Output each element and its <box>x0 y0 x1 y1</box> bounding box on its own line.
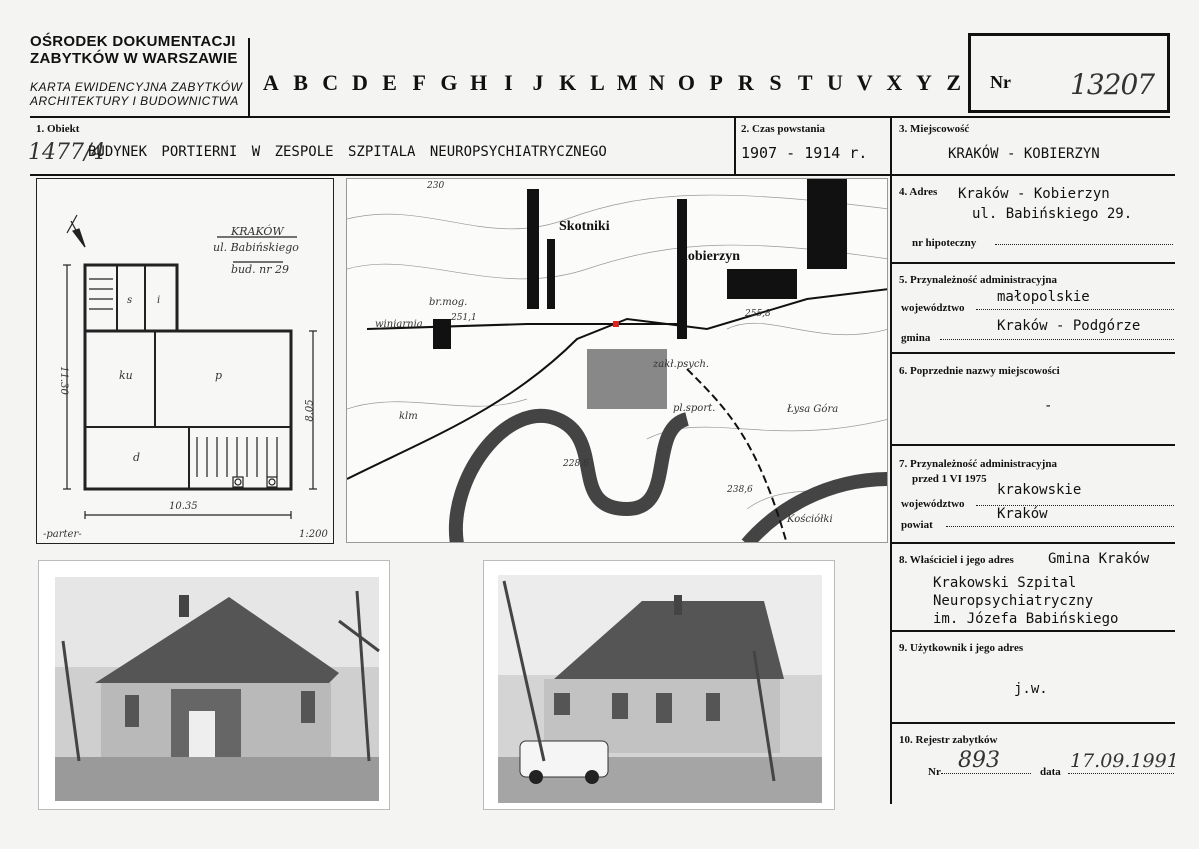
photo-front-image <box>39 561 389 809</box>
room-d: d <box>133 451 141 464</box>
photo-side <box>483 560 835 810</box>
powiat-value: Kraków <box>997 506 1048 522</box>
room-p: p <box>215 369 223 382</box>
uzytkownik-label: 9. Użytkownik i jego adres <box>899 642 1024 654</box>
adres-line1: Kraków - Kobierzyn <box>958 186 1110 202</box>
map-label-kosciolki: Kościółki <box>787 514 833 525</box>
index-letter: X <box>886 70 903 95</box>
obiekt-value: BUDYNEK PORTIERNI W ZESPOLE SZPITALA NEUROPSYCHIATRYCZNEGO <box>88 144 607 160</box>
index-letter: K <box>559 70 577 95</box>
photo-side-image <box>484 561 834 809</box>
rejestr-data-label: data <box>1040 766 1061 778</box>
map-label-2286: 228,6 <box>563 459 589 469</box>
wlasciciel-label: 8. Właściciel i jego adres <box>899 554 1014 566</box>
map-label-klm: klm <box>399 411 418 422</box>
hipoteczny-label: nr hipoteczny <box>912 237 977 249</box>
adres-line2: ul. Babińskiego 29. <box>972 206 1133 222</box>
map-label-sport: pl.sport. <box>673 403 716 414</box>
rejestr-nr-label: Nr <box>928 766 941 778</box>
hipoteczny-field <box>995 244 1173 245</box>
index-letter: N <box>648 70 665 95</box>
divider <box>890 352 1175 354</box>
wlasciciel-line3: im. Józefa Babińskiego <box>933 611 1119 627</box>
index-letter: C <box>322 70 339 95</box>
poprz-label: 6. Poprzednie nazwy miejscowości <box>899 365 1060 377</box>
rejestr-label: 10. Rejestr zabytków <box>899 734 998 746</box>
adres-label: 4. Adres <box>899 186 938 198</box>
miejscowosc-value: KRAKÓW - KOBIERZYN <box>948 146 1100 162</box>
map-label-2558: 255,8 <box>745 309 771 319</box>
woj75-label: województwo <box>901 498 965 510</box>
divider <box>734 116 736 174</box>
miejscowosc-label: 3. Miejscowość <box>899 123 970 135</box>
rejestr-nr-field <box>941 773 1031 774</box>
index-letter: B <box>293 70 308 95</box>
gmina-label: gmina <box>901 332 931 344</box>
plan-bud-nr: bud. nr 29 <box>231 263 289 276</box>
index-letter: Z <box>946 70 961 95</box>
uzytkownik-value: j.w. <box>1014 681 1048 697</box>
woj-value: małopolskie <box>997 289 1090 305</box>
obiekt-label: 1. Obiekt <box>36 123 80 135</box>
wlasciciel-line0: Gmina Kraków <box>1048 551 1150 567</box>
floor-plan-drawing <box>37 179 335 545</box>
index-letter: R <box>737 70 754 95</box>
divider <box>890 444 1175 446</box>
gmina-value: Kraków - Podgórze <box>997 318 1141 334</box>
index-letters <box>256 70 969 96</box>
map-label-2386: 238,6 <box>727 485 753 495</box>
floor-plan <box>36 178 334 544</box>
index-letter: A <box>262 70 279 95</box>
map-label-lysa: Łysa Góra <box>787 404 839 415</box>
woj-field <box>976 309 1174 310</box>
gmina-field <box>940 339 1174 340</box>
institution-name: OŚRODEK DOKUMENTACJI ZABYTKÓW W WARSZAWIE <box>30 33 238 67</box>
index-letter: O <box>677 70 696 95</box>
przyn75-label: 7. Przynależność administracyjna <box>899 458 1057 470</box>
index-letter: I <box>504 70 513 95</box>
nr-label: Nr <box>990 72 1011 92</box>
rejestr-nr-value: 893 <box>958 748 1000 773</box>
photo-front <box>38 560 390 810</box>
dim-height2: 8.05 <box>304 399 316 422</box>
czas-label: 2. Czas powstania <box>741 123 826 135</box>
rejestr-data-value: 17.09.1991 <box>1070 750 1179 772</box>
czas-value: 1907 - 1914 r. <box>741 144 868 162</box>
woj-label: województwo <box>901 302 965 314</box>
divider <box>30 174 1175 176</box>
divider <box>890 542 1175 544</box>
room-ku: ku <box>119 369 133 382</box>
index-letter: J <box>532 70 544 95</box>
map-label-skotniki: Skotniki <box>559 219 610 234</box>
map-label-winiarnia: winiarnia <box>375 319 423 330</box>
przyn75-sub: przed 1 VI 1975 <box>912 473 987 485</box>
index-letter: P <box>709 70 723 95</box>
index-letter: G <box>440 70 458 95</box>
location-map <box>346 178 888 543</box>
card-title: KARTA EWIDENCYJNA ZABYTKÓW ARCHITEKTURY I BUDOWNICTWA <box>30 80 243 108</box>
index-letter: U <box>826 70 843 95</box>
divider <box>890 116 892 804</box>
index-letter: L <box>590 70 605 95</box>
przyn-label: 5. Przynależność administracyjna <box>899 274 1057 286</box>
divider <box>890 722 1175 724</box>
index-letter: S <box>769 70 782 95</box>
map-label-kobierzyn: Kobierzyn <box>677 249 740 264</box>
index-letter: H <box>470 70 488 95</box>
obiekt-prefix: 1477/4 <box>28 140 106 165</box>
index-letter: T <box>797 70 813 95</box>
index-letter: M <box>616 70 638 95</box>
powiat-field <box>946 526 1174 527</box>
divider <box>30 116 1170 118</box>
wlasciciel-line1: Krakowski Szpital <box>933 575 1077 591</box>
nr-value: 13207 <box>1070 68 1155 101</box>
map-label-230: 230 <box>427 181 445 191</box>
index-letter: V <box>856 70 873 95</box>
plan-street: ul. Babińskiego <box>213 241 299 254</box>
wlasciciel-line2: Neuropsychiatryczny <box>933 593 1094 609</box>
divider <box>890 630 1175 632</box>
index-letter: Y <box>916 70 932 95</box>
room-s: s <box>127 295 133 306</box>
poprz-value: - <box>1044 398 1053 414</box>
dim-height: 11.30 <box>57 366 69 395</box>
divider <box>890 262 1175 264</box>
room-i: i <box>157 295 161 306</box>
map-drawing <box>347 179 888 543</box>
plan-city: KRAKÓW <box>231 225 284 238</box>
map-label-brmog: br.mog. <box>429 297 468 308</box>
dim-width: 10.35 <box>169 501 198 512</box>
rejestr-data-field <box>1068 773 1174 774</box>
plan-floor: -parter- <box>43 529 82 540</box>
index-letter: D <box>351 70 368 95</box>
plan-scale: 1:200 <box>299 529 328 540</box>
woj75-value: krakowskie <box>997 482 1082 498</box>
map-label-zakl: zakł.psych. <box>653 359 710 370</box>
divider <box>248 38 250 116</box>
powiat-label: powiat <box>901 519 933 531</box>
index-letter: E <box>382 70 397 95</box>
map-label-2551: 251,1 <box>451 313 477 323</box>
index-letter: F <box>412 70 426 95</box>
